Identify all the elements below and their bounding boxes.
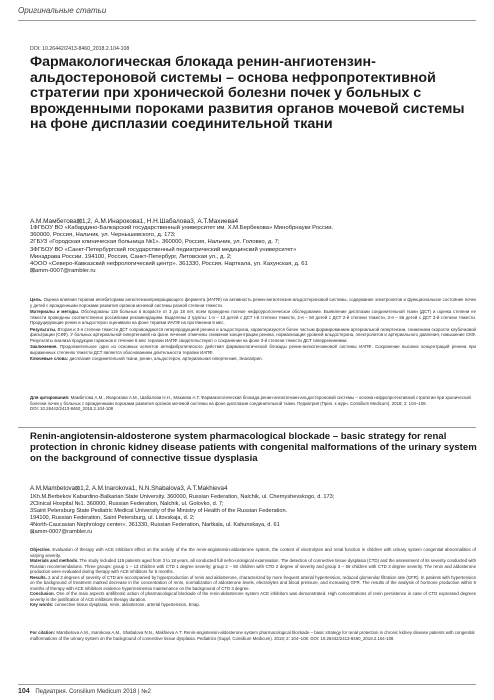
keywords-label: Ключевые слова: [30,356,69,361]
affiliation-line: 1ФГБОУ ВО «Кабардино-Балкарский государственный университет им. Х.М.Бербекова» Минобрнауки России. [30,225,334,231]
methods-label: Материалы и методы. [30,309,80,314]
methods-text: The study included 119 patients aged from 3 to 18 years, all conducted full nefro-urological examination. The detection of connective tissue dysplasia (CTD) and the assessment of its severity conducted with Russian recommendations. Three groups: group 1 – 13 children with CTD 1 degree severity; group 2 – 50 children with CTD 2 degree of severity and group 3 – 56 children with CTD 3 degree severity. The renin and aldosterone production were evaluated during therapy with ACE inhibitors for 6 months. [30,558,476,574]
abstract-ru [30,297,476,363]
section-header: Оригинальные статьи [18,6,107,15]
affiliation-line: 3Saint Petersburg State Pediatric Medical University of the Ministry of Health of the Russian Federation. [30,508,288,515]
citation-ru [30,395,476,412]
conclusion-text: One of the main aspects antifibrotic action of pharmacological blockade of the renin-aldosterone system ACE inhibitors was demonstrated. High concentrations of renin persistence in case of CTD expressed degrees severity is the justification of ACE inhibitors therapy duration. [30,591,476,602]
citation-doi-link[interactable]: DOI: 10.26442/2413-8460_2018.2.104-108 [30,406,114,411]
authors-en: A.M.Mambetova⊠1,2, A.M.Inarokova1, N.N.Shabalova3, A.T.Makhieva4 [30,485,228,492]
abstract-en [30,547,476,608]
conclusion-label: Conclusion. [30,591,55,596]
citation-label: Для цитирования: [30,395,70,400]
affiliation-line: 4North-Caucasian Nephrology center». 361330, Russian Federation, Nartkala, ul. Kahunskaya, d. 61 [30,522,280,529]
affiliation-line: 360000, Россия, Нальчик, ул. Чернышевского, д. 173; [30,232,176,239]
citation-text: Мамбетова А.М., Инарокова А.М., Шабалова Н.Н., Махиева А.Т. Фармакологическая блокада ренин-ангиотензин-альдостероновой системы – основа нефропротективной стратегии при хронической болезни почек у больных с врожденными пороками развития органов мочевой системы на фоне дисплазии соединительной ткани. Педиатрия (Прил. к журн. Consilium Medicum). 2018; 2: 104–108. [30,395,471,406]
keywords-text: connective tissue dysplasia, renin, aldosterone, arterial hypertension, Enap. [54,602,200,607]
results-text: Вторая и 3-я степени тяжести ДСТ сопровождаются гиперпродукцией ренина и альдостерона, характеризуются более частым формированием артериальной гипертензии, снижением скорости клубочковой фильтрации (СКФ). У больных артериальной гипертензией на фоне лечения отмечены снижение концентрации ренина, нормализация уровней альдостерона, электролитов и артериального давления, повышение СКФ. Результаты анализа продукции гормонов в течение 6 мес терапии ИАПФ свидетельствуют о сохранении на фоне 3-й степени тяжести ДСТ гиперренинемии. [30,326,476,343]
citation-text: Mambetova A.M., Inarokova A.M., Shabalova N.N., Makhieva A.T. Renin-angiotensin-aldosterone system pharmacological blockade – basic strategy for renal protection in chronic kidney disease patients with congenital malformations of the urinary system on the background of connective tissue dysplasia. Pediatrics (Suppl. Consilium Medicum). 2018; 2: 104–108. DOI: 10.26442/2413-8460_2018.2.104-108 [30,630,475,641]
aim-label: Цель. [30,297,43,302]
citation-en [30,630,476,641]
page-number: 104 [18,688,30,695]
affiliation-line: 3ФГБОУ ВО «Санкт-Петербургский государственный педиатрический медицинский университет» [30,246,297,253]
keywords-label: Key words: [30,602,54,607]
methods-label: Materials and methods. [30,558,79,563]
affiliation-line: Минздрава России. 194100, Россия, Санкт-Петербург, Литовская ул., д. 2; [30,253,232,260]
results-text: 2 and 3 degrees of severity of CTD are accompanied by hyperproduction of renin and aldosterone, characterized by more frequent arterial hypertension, reduced glomerular filtration rate (GFR). In patients with hypertension on the background of treatment marked decrease in the concentration of renin, normalization of aldosterone levels, electrolytes and blood pressure, and increasing GFR. The results of the analysis of hormone production within 6 months of therapy with ACE inhibitors evidence hyperreninemia maintenance on the background of CTD 3 degree. [30,574,476,591]
authors-ru: А.М.Мамбетова⊠1,2, А.М.Инарокова1, Н.Н.Шабалова3, А.Т.Махиева4 [30,218,239,225]
conclusion-label: Заключение. [30,344,58,349]
objective-label: Objective. [30,547,51,552]
article-title-ru: Фармакологическая блокада ренин-ангиотензин-альдостероновой системы – основа нефропротективной стратегии при хронической болезни почек у больных с врожденными пороками развития органов мочевой системы на фоне дисплазии соединительной ткани [30,54,465,133]
affiliations-en [30,494,470,537]
objective-text: Evaluation of therapy with ACE inhibitors effect on the activity of the the renin-angiotensin-aldosterone system, the content of electrolytes and renal function in children with urinary system congenital abnormalities of varying severity. [30,547,476,558]
email-link[interactable]: ⊠amm-0007@rambler.ru [30,529,93,536]
section-divider [18,427,476,428]
affiliation-line: 2Clinical Hospital №1. 360000, Russian Federation, Nalchik, ul. Golovko, d. 7; [30,501,224,508]
aim-text: Оценка влияния терапии ингибиторами ангиотензинпревращающего фермента (ИАПФ) на активность ренин-ангиотензин-альдостероновой системы, содержание электролитов и функциональное состояние почек у детей с врожденными пороками развития органов мочевой системы разной степени тяжести. [30,297,476,308]
article-title-en: Renin-angiotensin-aldosterone system pharmacological blockade – basic strategy for renal protection in chronic kidney disease patients with congenital malformations of the urinary system on the background of connective tissue dysplasia [30,431,477,464]
affiliation-line: 194100, Russian Federation, Saint Petersburg, ul. Litovskaja, d. 2; [30,515,195,522]
doi: DOI: 10.26442/2413-8460_2018.2.104-108 [30,46,130,52]
affiliation-line: 1Kh.M.Berbekov Kabardino-Balkarian State University. 360000, Russian Federation, Nalchik, ul. Chernyshevskogo, d. 173; [30,494,335,500]
journal-name: Педиатрия. Consilium Medicum 2018 | №2 [35,689,151,695]
keywords-text: дисплазия соединительной ткани, ренин, альдостерон, артериальная гипертензия, Эналаприл. [69,356,263,361]
results-label: Результаты. [30,326,57,332]
affiliation-line: 2ГБУЗ «Городская клиническая больница №1». 360000, Россия, Нальчик, ул. Головко, д. 7; [30,239,280,246]
citation-label: For citation: [30,630,56,635]
methods-text: Обследованы 119 больных в возрасте от 3 до 18 лет, всем проведено полное нефроурологическое обследование. Выявление дисплазии соединительной ткани (ДСТ) и оценка степени ее тяжести проведены соответственно российским рекомендациям. Выделены 3 группы: 1-я – 13 детей с ДСТ I-й степени тяжести, 2-я – 50 детей с ДСТ 2-й степени тяжести, 3-я – 56 детей с ДСТ 3-й степени тяжести. Продуцирующие ренин и альдостерон оценивали на фоне терапии ИАПФ на протяжении 6 мес. [30,309,476,325]
conclusion-text: Продолжительное одно из основных аспектов антифибротического действия фармакологической блокады ренин-ангиотензиновой системы ИАПФ. Сохранение высоких концентраций ренина при выраженных степенях тяжести ДСТ является обоснованием длительности терапии ИАПФ. [30,344,476,355]
affiliation-line: 4ООО «Северо-Кавказский нефрологический центр». 361330, Россия, Нарткала, ул. Кахунская, д. 61 [30,261,308,268]
footer-rule [18,684,476,685]
affiliations-ru [30,225,470,275]
header-rule [18,20,476,21]
page-footer [18,688,151,695]
results-label: Results. [30,574,47,580]
email-link[interactable]: ⊠amm-0007@rambler.ru [30,268,96,275]
